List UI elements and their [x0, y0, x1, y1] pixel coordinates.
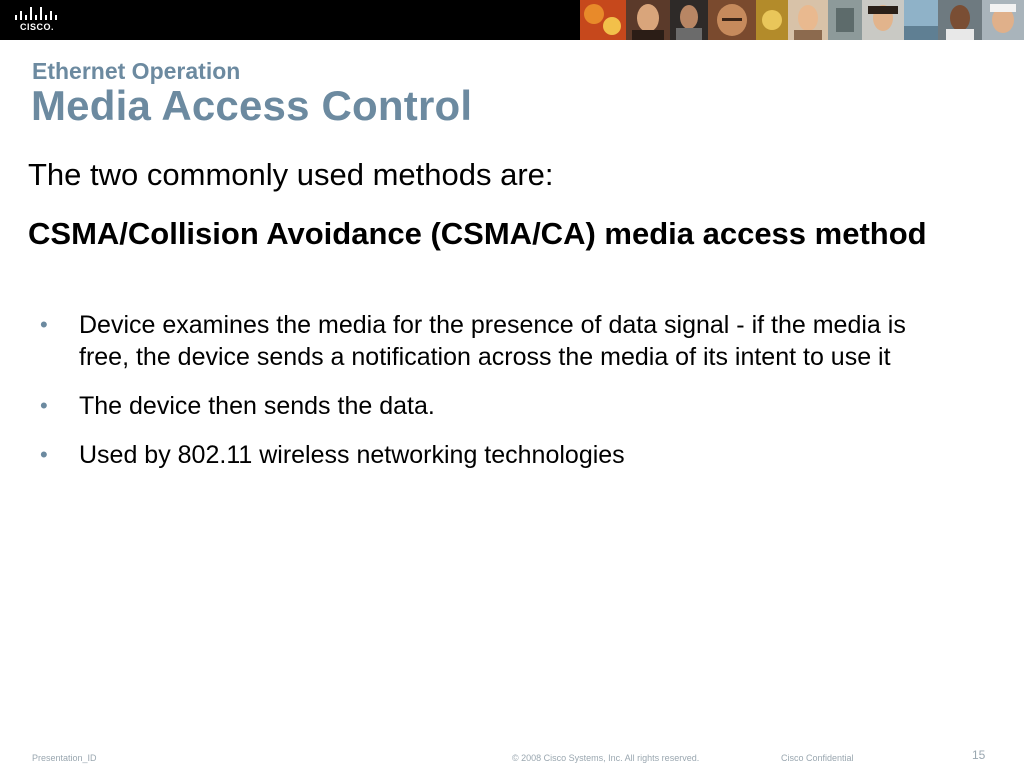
cisco-bridge-icon [12, 6, 62, 22]
presentation-id: Presentation_ID [32, 753, 97, 763]
bullet-item [40, 390, 960, 422]
confidential-label: Cisco Confidential [781, 753, 854, 763]
bullet-icon: • [40, 393, 48, 418]
bullet-icon: • [40, 442, 48, 467]
method-heading: CSMA/Collision Avoidance (CSMA/CA) media access method [28, 216, 927, 251]
slide-subtitle: Ethernet Operation [32, 58, 241, 84]
slide-title: Media Access Control [31, 82, 473, 129]
bullet-list [40, 309, 960, 488]
copyright-notice: © 2008 Cisco Systems, Inc. All rights reserved. [512, 753, 700, 763]
bullet-icon: • [40, 312, 48, 337]
cisco-logo [12, 6, 62, 34]
page-number: 15 [972, 748, 986, 762]
bullet-text: Device examines the media for the presence of data signal - if the media is free, the device sends a notification across the media of its intent to use it [79, 311, 906, 371]
bullet-item [40, 309, 960, 373]
people-photo-strip [580, 0, 1024, 40]
intro-text: The two commonly used methods are: [28, 157, 554, 192]
logo-text: CISCO. [19, 22, 54, 32]
bullet-text: Used by 802.11 wireless networking technologies [79, 441, 625, 469]
header-bar [0, 0, 1024, 40]
bullet-text: The device then sends the data. [79, 392, 435, 420]
bullet-item [40, 439, 960, 471]
